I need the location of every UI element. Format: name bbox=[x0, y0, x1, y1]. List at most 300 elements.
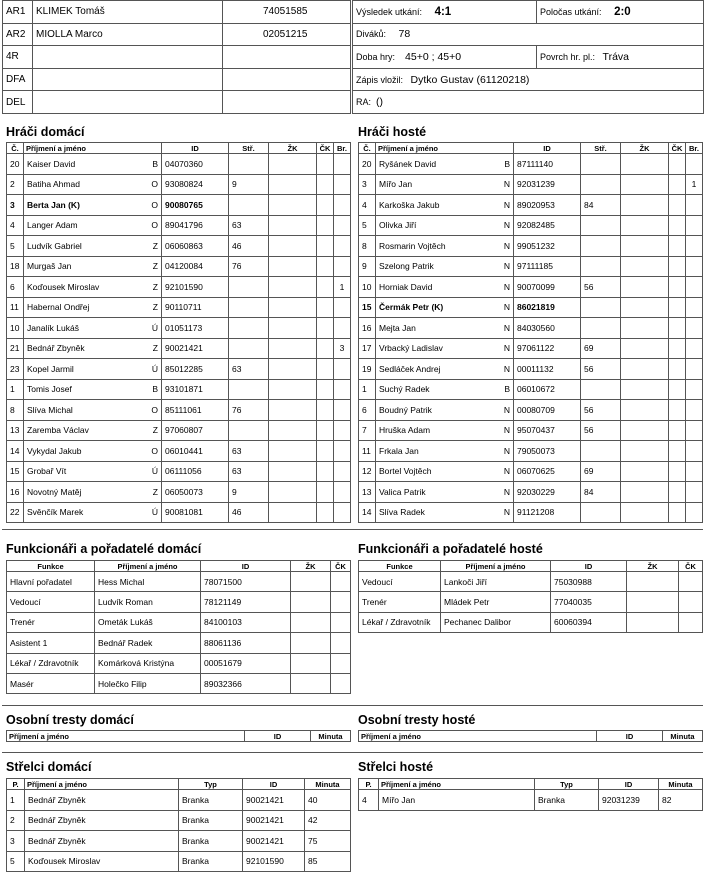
player-goals bbox=[686, 297, 703, 318]
col-id: ID bbox=[551, 561, 627, 572]
col-order: P. bbox=[7, 779, 25, 790]
official-role: 4R bbox=[3, 46, 33, 69]
official-red-card bbox=[331, 612, 351, 632]
player-name: Ryšánek David bbox=[379, 158, 437, 169]
player-row bbox=[359, 297, 703, 318]
duration-value: 45+0 ; 45+0 bbox=[405, 50, 462, 63]
player-red-card bbox=[317, 215, 334, 236]
player-yellow-card bbox=[269, 482, 317, 503]
scorer-minute: 42 bbox=[305, 810, 351, 831]
player-number: 14 bbox=[7, 441, 24, 462]
player-yellow-card bbox=[269, 195, 317, 216]
player-id: 06111056 bbox=[162, 461, 229, 482]
player-position: B bbox=[504, 158, 510, 169]
away-players-body bbox=[359, 154, 703, 523]
official-name bbox=[33, 91, 223, 114]
player-name-cell bbox=[376, 318, 514, 339]
player-yellow-card bbox=[621, 236, 669, 257]
player-number: 4 bbox=[7, 215, 24, 236]
player-substitution bbox=[581, 441, 621, 462]
player-red-card bbox=[317, 359, 334, 380]
player-number: 9 bbox=[359, 256, 376, 277]
player-id: 00080709 bbox=[514, 400, 581, 421]
player-id: 06070625 bbox=[514, 461, 581, 482]
col-yellow-card: ŽK bbox=[621, 143, 669, 154]
player-substitution: 46 bbox=[229, 236, 269, 257]
player-id: 97111185 bbox=[514, 256, 581, 277]
player-position: N bbox=[503, 343, 510, 354]
player-red-card bbox=[317, 482, 334, 503]
away-scorers-title: Střelci hosté bbox=[358, 760, 434, 774]
player-number: 20 bbox=[359, 154, 376, 175]
player-goals bbox=[686, 400, 703, 421]
player-substitution: 69 bbox=[581, 461, 621, 482]
player-number: 6 bbox=[359, 400, 376, 421]
official-id: 74051585 bbox=[223, 1, 351, 24]
player-name-cell bbox=[376, 379, 514, 400]
player-name: Frkala Jan bbox=[379, 445, 419, 456]
away-scorers-body bbox=[359, 790, 703, 811]
player-position: Z bbox=[152, 302, 158, 313]
player-position: O bbox=[151, 445, 158, 456]
col-red-card: ČK bbox=[679, 561, 703, 572]
player-substitution bbox=[229, 277, 269, 298]
player-row bbox=[359, 318, 703, 339]
player-name: Bednář Zbyněk bbox=[27, 343, 85, 354]
player-substitution bbox=[229, 420, 269, 441]
player-number: 13 bbox=[359, 482, 376, 503]
player-substitution bbox=[229, 379, 269, 400]
player-name: Batiha Ahmad bbox=[27, 179, 80, 190]
away-players-header bbox=[359, 143, 703, 154]
official-row bbox=[7, 592, 351, 612]
player-id: 90081081 bbox=[162, 502, 229, 523]
player-number: 1 bbox=[7, 379, 24, 400]
player-position: Z bbox=[152, 261, 158, 272]
player-position: N bbox=[503, 425, 510, 436]
player-number: 7 bbox=[359, 420, 376, 441]
player-substitution: 9 bbox=[229, 174, 269, 195]
player-id: 87111140 bbox=[514, 154, 581, 175]
player-id: 92082485 bbox=[514, 215, 581, 236]
player-yellow-card bbox=[621, 277, 669, 298]
player-goals bbox=[334, 379, 351, 400]
recorded-cell bbox=[353, 68, 704, 91]
scorer-id: 90021421 bbox=[243, 831, 305, 852]
halftime-label: Poločas utkání: bbox=[540, 6, 602, 17]
official-id bbox=[223, 91, 351, 114]
scorer-minute: 40 bbox=[305, 790, 351, 811]
player-name: Grobař Vít bbox=[27, 466, 67, 477]
official-id: 78071500 bbox=[201, 572, 291, 592]
player-position: Z bbox=[152, 425, 158, 436]
player-name: Janalík Lukáš bbox=[27, 322, 79, 333]
player-yellow-card bbox=[621, 338, 669, 359]
official-name bbox=[33, 68, 223, 91]
player-number: 8 bbox=[359, 236, 376, 257]
scorer-order: 5 bbox=[7, 851, 25, 872]
player-number: 23 bbox=[7, 359, 24, 380]
home-scorers-body bbox=[7, 790, 351, 872]
player-name: Ludvík Gabriel bbox=[27, 240, 82, 251]
result-label: Výsledek utkání: bbox=[356, 6, 423, 17]
home-scorers-table bbox=[6, 778, 351, 872]
player-position: N bbox=[503, 179, 510, 190]
player-red-card bbox=[669, 277, 686, 298]
official-function: Vedoucí bbox=[7, 592, 95, 612]
player-name: Bortel Vojtěch bbox=[379, 466, 432, 477]
official-row bbox=[3, 23, 351, 46]
player-yellow-card bbox=[621, 318, 669, 339]
player-goals bbox=[686, 236, 703, 257]
col-minute: Minuta bbox=[659, 779, 703, 790]
col-name: Příjmení a jméno bbox=[441, 561, 551, 572]
player-number: 3 bbox=[359, 174, 376, 195]
player-number: 13 bbox=[7, 420, 24, 441]
official-name: Ometák Lukáš bbox=[95, 612, 201, 632]
player-position: N bbox=[503, 240, 510, 251]
official-yellow-card bbox=[291, 572, 331, 592]
player-red-card bbox=[669, 379, 686, 400]
player-id: 86021819 bbox=[514, 297, 581, 318]
player-yellow-card bbox=[621, 420, 669, 441]
player-number: 16 bbox=[359, 318, 376, 339]
official-name: Komárková Kristýna bbox=[95, 653, 201, 673]
official-id: 84100103 bbox=[201, 612, 291, 632]
player-number: 15 bbox=[7, 461, 24, 482]
player-red-card bbox=[317, 256, 334, 277]
home-officials-body bbox=[7, 572, 351, 694]
official-red-card bbox=[679, 612, 703, 632]
official-function: Lékař / Zdravotník bbox=[359, 612, 441, 632]
player-row bbox=[359, 502, 703, 523]
col-type: Typ bbox=[535, 779, 599, 790]
player-goals bbox=[334, 154, 351, 175]
player-goals bbox=[686, 318, 703, 339]
player-name-cell bbox=[24, 215, 162, 236]
player-yellow-card bbox=[621, 400, 669, 421]
scorer-row bbox=[359, 790, 703, 811]
player-substitution: 63 bbox=[229, 461, 269, 482]
player-name: Karkoška Jakub bbox=[379, 199, 440, 210]
player-row bbox=[7, 482, 351, 503]
official-name: Mládek Petr bbox=[441, 592, 551, 612]
player-name: Horniak David bbox=[379, 281, 433, 292]
player-id: 00011132 bbox=[514, 359, 581, 380]
player-substitution: 63 bbox=[229, 359, 269, 380]
player-position: N bbox=[503, 220, 510, 231]
player-id: 90080765 bbox=[162, 195, 229, 216]
player-id: 89020953 bbox=[514, 195, 581, 216]
official-red-card bbox=[331, 673, 351, 693]
player-name: Boudný Patrik bbox=[379, 404, 432, 415]
player-row bbox=[359, 236, 703, 257]
ra-label: RA: bbox=[356, 97, 372, 108]
player-row bbox=[359, 420, 703, 441]
player-name-cell bbox=[24, 277, 162, 298]
official-name: KLIMEK Tomáš bbox=[33, 1, 223, 24]
official-yellow-card bbox=[291, 673, 331, 693]
official-row bbox=[7, 673, 351, 693]
player-red-card bbox=[669, 215, 686, 236]
away-scorers-table bbox=[358, 778, 703, 811]
player-yellow-card bbox=[269, 420, 317, 441]
player-position: N bbox=[503, 322, 510, 333]
player-yellow-card bbox=[621, 502, 669, 523]
player-name-cell bbox=[24, 195, 162, 216]
official-row bbox=[7, 572, 351, 592]
player-row bbox=[359, 154, 703, 175]
official-name: Pechanec Dalibor bbox=[441, 612, 551, 632]
player-position: N bbox=[503, 507, 510, 518]
home-players-table bbox=[6, 142, 351, 523]
home-players-title: Hráči domácí bbox=[6, 125, 85, 139]
player-name-cell bbox=[24, 174, 162, 195]
official-function: Lékař / Zdravotník bbox=[7, 653, 95, 673]
player-yellow-card bbox=[621, 461, 669, 482]
official-red-card bbox=[331, 633, 351, 653]
official-row bbox=[3, 91, 351, 114]
scorer-type: Branka bbox=[535, 790, 599, 811]
player-yellow-card bbox=[269, 215, 317, 236]
player-goals: 1 bbox=[686, 174, 703, 195]
player-number: 4 bbox=[359, 195, 376, 216]
player-id: 90021421 bbox=[162, 338, 229, 359]
player-name: Langer Adam bbox=[27, 220, 78, 231]
player-name-cell bbox=[24, 318, 162, 339]
player-red-card bbox=[669, 256, 686, 277]
player-id: 85111061 bbox=[162, 400, 229, 421]
player-goals bbox=[334, 236, 351, 257]
player-name-cell bbox=[24, 236, 162, 257]
player-name: Valica Patrik bbox=[379, 486, 426, 497]
col-type: Typ bbox=[179, 779, 243, 790]
official-row bbox=[359, 592, 703, 612]
player-yellow-card bbox=[621, 195, 669, 216]
halftime-value: 2:0 bbox=[614, 5, 631, 18]
divider bbox=[2, 705, 703, 706]
player-substitution bbox=[229, 338, 269, 359]
player-row bbox=[7, 461, 351, 482]
player-substitution: 9 bbox=[229, 482, 269, 503]
player-row bbox=[7, 236, 351, 257]
player-yellow-card bbox=[269, 236, 317, 257]
player-position: Z bbox=[152, 240, 158, 251]
col-id: ID bbox=[597, 731, 663, 742]
player-number: 2 bbox=[7, 174, 24, 195]
player-position: B bbox=[152, 158, 158, 169]
player-position: O bbox=[151, 220, 158, 231]
official-id bbox=[223, 68, 351, 91]
player-number: 15 bbox=[359, 297, 376, 318]
player-position: Ú bbox=[151, 322, 158, 333]
player-name-cell bbox=[376, 482, 514, 503]
official-row bbox=[7, 612, 351, 632]
player-position: Ú bbox=[151, 363, 158, 374]
player-substitution: 69 bbox=[581, 338, 621, 359]
spectators-value: 78 bbox=[398, 28, 411, 41]
player-name-cell bbox=[24, 400, 162, 421]
official-red-card bbox=[331, 572, 351, 592]
player-yellow-card bbox=[621, 297, 669, 318]
player-number: 3 bbox=[7, 195, 24, 216]
official-role: AR2 bbox=[3, 23, 33, 46]
scorer-id: 90021421 bbox=[243, 810, 305, 831]
player-name: Koďousek Miroslav bbox=[27, 281, 100, 292]
player-red-card bbox=[669, 400, 686, 421]
player-name-cell bbox=[24, 482, 162, 503]
halftime-cell bbox=[537, 1, 704, 24]
player-number: 19 bbox=[359, 359, 376, 380]
player-yellow-card bbox=[269, 338, 317, 359]
player-row bbox=[7, 318, 351, 339]
player-goals bbox=[334, 215, 351, 236]
player-number: 8 bbox=[7, 400, 24, 421]
player-id: 92031239 bbox=[514, 174, 581, 195]
player-red-card bbox=[317, 502, 334, 523]
away-players-table bbox=[358, 142, 703, 523]
scorer-row bbox=[7, 851, 351, 872]
player-red-card bbox=[669, 338, 686, 359]
col-function: Funkce bbox=[359, 561, 441, 572]
player-substitution bbox=[581, 379, 621, 400]
player-goals bbox=[334, 420, 351, 441]
player-goals bbox=[334, 256, 351, 277]
home-players-header bbox=[7, 143, 351, 154]
player-yellow-card bbox=[269, 400, 317, 421]
player-row bbox=[7, 379, 351, 400]
player-name-cell bbox=[24, 441, 162, 462]
player-yellow-card bbox=[621, 154, 669, 175]
player-red-card bbox=[669, 154, 686, 175]
player-number: 5 bbox=[359, 215, 376, 236]
official-yellow-card bbox=[291, 653, 331, 673]
official-red-card bbox=[331, 653, 351, 673]
scorer-name: Mířo Jan bbox=[379, 790, 535, 811]
surface-label: Povrch hr. pl.: bbox=[540, 51, 596, 62]
player-red-card bbox=[317, 420, 334, 441]
player-number: 22 bbox=[7, 502, 24, 523]
player-row bbox=[359, 277, 703, 298]
player-row bbox=[359, 461, 703, 482]
player-name-cell bbox=[376, 502, 514, 523]
scorer-name: Koďousek Miroslav bbox=[25, 851, 179, 872]
player-number: 11 bbox=[359, 441, 376, 462]
player-name-cell bbox=[376, 420, 514, 441]
col-number: Č. bbox=[359, 143, 376, 154]
player-goals bbox=[686, 195, 703, 216]
official-row bbox=[3, 1, 351, 24]
col-yellow-card: ŽK bbox=[291, 561, 331, 572]
official-red-card bbox=[679, 572, 703, 592]
player-yellow-card bbox=[269, 256, 317, 277]
scorer-order: 2 bbox=[7, 810, 25, 831]
player-yellow-card bbox=[621, 379, 669, 400]
player-row bbox=[7, 154, 351, 175]
result-value: 4:1 bbox=[434, 5, 452, 18]
official-yellow-card bbox=[291, 633, 331, 653]
duration-cell bbox=[353, 46, 537, 69]
scorer-order: 4 bbox=[359, 790, 379, 811]
player-position: Z bbox=[152, 343, 158, 354]
player-id: 01051173 bbox=[162, 318, 229, 339]
player-row bbox=[7, 420, 351, 441]
player-name: Slíva Radek bbox=[379, 507, 425, 518]
player-goals bbox=[334, 461, 351, 482]
player-row bbox=[7, 502, 351, 523]
player-position: O bbox=[151, 199, 158, 210]
player-id: 89041796 bbox=[162, 215, 229, 236]
official-function: Trenér bbox=[7, 612, 95, 632]
player-red-card bbox=[669, 318, 686, 339]
player-position: N bbox=[503, 302, 510, 313]
player-name: Tomis Josef bbox=[27, 384, 72, 395]
player-position: Z bbox=[152, 281, 158, 292]
player-goals bbox=[334, 297, 351, 318]
official-name bbox=[33, 46, 223, 69]
player-position: N bbox=[503, 261, 510, 272]
player-substitution: 56 bbox=[581, 400, 621, 421]
player-red-card bbox=[317, 441, 334, 462]
player-name: Vrbacký Ladislav bbox=[379, 343, 443, 354]
player-name: Olivka Jiří bbox=[379, 220, 417, 231]
col-function: Funkce bbox=[7, 561, 95, 572]
player-id: 97061122 bbox=[514, 338, 581, 359]
official-id: 77040035 bbox=[551, 592, 627, 612]
away-officials-header bbox=[359, 561, 703, 572]
player-id: 06010672 bbox=[514, 379, 581, 400]
player-red-card bbox=[669, 482, 686, 503]
player-red-card bbox=[317, 318, 334, 339]
player-number: 1 bbox=[359, 379, 376, 400]
scorer-minute: 75 bbox=[305, 831, 351, 852]
player-yellow-card bbox=[621, 215, 669, 236]
player-goals bbox=[686, 502, 703, 523]
player-goals bbox=[686, 154, 703, 175]
player-position: N bbox=[503, 486, 510, 497]
player-position: N bbox=[503, 363, 510, 374]
player-name: Mířo Jan bbox=[379, 179, 413, 190]
player-number: 5 bbox=[7, 236, 24, 257]
player-substitution bbox=[581, 236, 621, 257]
official-row bbox=[359, 572, 703, 592]
ra-value: () bbox=[376, 96, 384, 109]
recorded-value: Dytko Gustav (61120218) bbox=[410, 73, 530, 86]
player-id: 92101590 bbox=[162, 277, 229, 298]
player-goals bbox=[686, 379, 703, 400]
player-position: N bbox=[503, 404, 510, 415]
player-name: Szelong Patrik bbox=[379, 261, 434, 272]
player-number: 18 bbox=[7, 256, 24, 277]
player-name-cell bbox=[24, 379, 162, 400]
player-row bbox=[7, 400, 351, 421]
player-substitution bbox=[581, 502, 621, 523]
player-red-card bbox=[317, 154, 334, 175]
col-substitution: Stř. bbox=[581, 143, 621, 154]
scorer-id: 92101590 bbox=[243, 851, 305, 872]
player-goals bbox=[334, 482, 351, 503]
player-substitution: 56 bbox=[581, 277, 621, 298]
player-name-cell bbox=[376, 215, 514, 236]
player-substitution bbox=[229, 195, 269, 216]
player-name: Suchý Radek bbox=[379, 384, 430, 395]
player-red-card bbox=[317, 338, 334, 359]
player-name: Novotný Matěj bbox=[27, 486, 82, 497]
player-goals bbox=[334, 174, 351, 195]
player-row bbox=[359, 256, 703, 277]
player-name-cell bbox=[376, 297, 514, 318]
scorer-type: Branka bbox=[179, 831, 243, 852]
